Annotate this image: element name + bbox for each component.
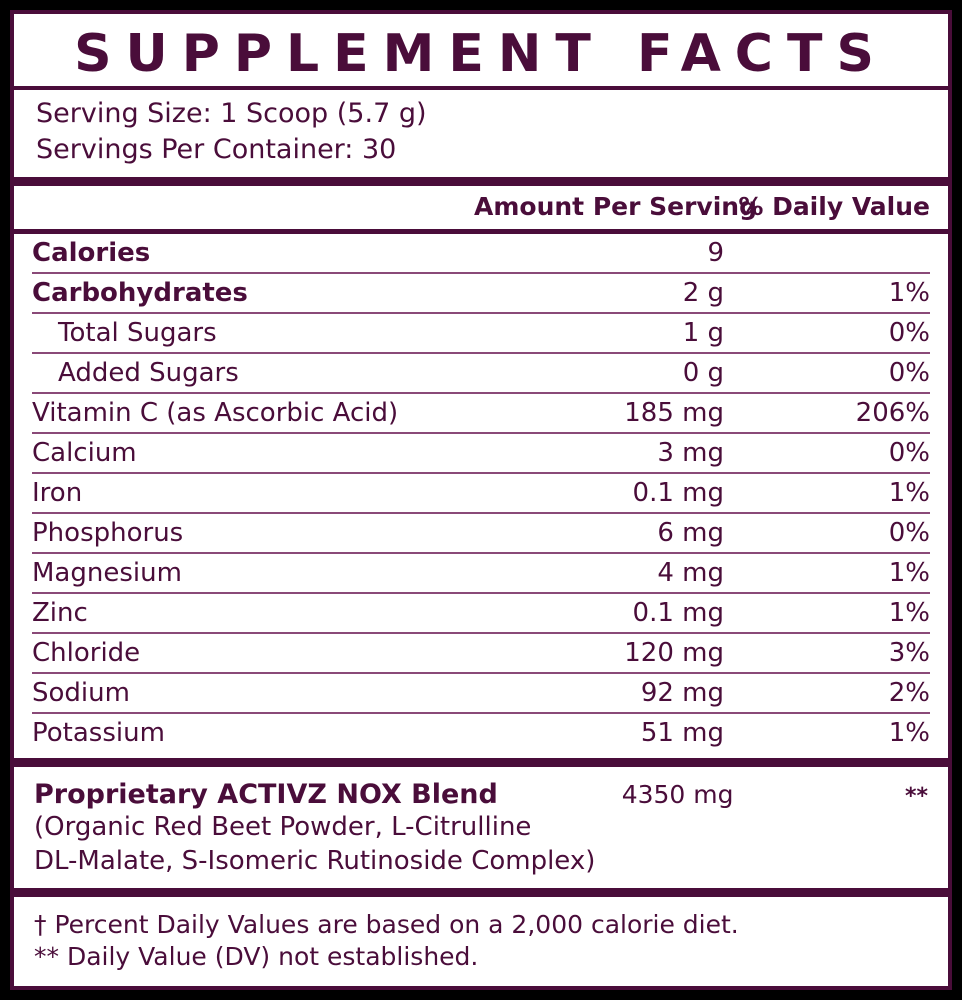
blend-daily-value: ** <box>904 784 928 810</box>
blend-header-row <box>34 779 928 810</box>
nutrient-name: Vitamin C (as Ascorbic Acid) <box>32 398 399 429</box>
table-header-row <box>32 186 930 229</box>
nutrient-name: Magnesium <box>32 558 182 589</box>
table-row <box>32 594 930 632</box>
nutrient-name: Phosphorus <box>32 518 184 549</box>
table-row <box>32 234 930 272</box>
blend-ingredients-line-1: (Organic Red Beet Powder, L-Citrulline <box>34 812 532 843</box>
nutrient-daily-value: 1% <box>888 558 930 589</box>
title-bar <box>14 14 948 86</box>
table-row <box>32 714 930 752</box>
nutrient-daily-value: 0% <box>888 438 930 469</box>
nutrient-amount: 0.1 mg <box>632 598 724 629</box>
nutrient-amount: 9 <box>707 238 724 269</box>
divider-after-table <box>14 758 948 767</box>
nutrient-amount: 1 g <box>682 318 724 349</box>
footnote-dv-not-established: ** Daily Value (DV) not established. <box>34 942 479 972</box>
nutrient-amount: 4 mg <box>657 558 724 589</box>
nutrient-rows <box>14 234 948 752</box>
table-row <box>32 354 930 392</box>
table-row <box>32 274 930 312</box>
nutrient-amount: 6 mg <box>657 518 724 549</box>
nutrient-amount: 92 mg <box>640 678 724 709</box>
table-row <box>32 514 930 552</box>
nutrient-name: Added Sugars <box>58 358 239 389</box>
nutrient-daily-value: 1% <box>888 598 930 629</box>
table-row <box>32 314 930 352</box>
nutrient-amount: 51 mg <box>640 718 724 749</box>
nutrient-name: Carbohydrates <box>32 278 248 309</box>
nutrient-name: Calories <box>32 238 151 269</box>
nutrient-daily-value: 1% <box>888 478 930 509</box>
supplement-facts-panel <box>10 10 952 990</box>
divider-after-blend <box>14 888 948 897</box>
nutrient-daily-value: 3% <box>888 638 930 669</box>
nutrient-daily-value: 2% <box>888 678 930 709</box>
table-row <box>32 554 930 592</box>
nutrient-name: Zinc <box>32 598 88 629</box>
blend-name: Proprietary ACTIVZ NOX Blend <box>34 779 498 811</box>
nutrient-name: Chloride <box>32 638 141 669</box>
proprietary-blend <box>14 767 948 887</box>
servings-per-container: Servings Per Container: 30 <box>36 133 397 165</box>
serving-info <box>14 90 948 177</box>
table-row <box>32 674 930 712</box>
nutrient-name: Calcium <box>32 438 137 469</box>
nutrient-name: Iron <box>32 478 83 509</box>
blend-amount: 4350 mg <box>621 780 734 810</box>
footnote-daily-value-basis: † Percent Daily Values are based on a 2,000 calorie diet. <box>34 909 739 939</box>
nutrient-daily-value: 0% <box>888 318 930 349</box>
nutrient-amount: 0 g <box>682 358 724 389</box>
table-row <box>32 394 930 432</box>
nutrient-daily-value: 0% <box>888 358 930 389</box>
column-header-daily-value: % Daily Value <box>738 192 930 222</box>
nutrient-daily-value: 1% <box>888 278 930 309</box>
nutrient-name: Sodium <box>32 678 130 709</box>
nutrient-amount: 3 mg <box>657 438 724 469</box>
nutrient-amount: 185 mg <box>624 398 724 429</box>
nutrient-amount: 2 g <box>682 278 724 309</box>
serving-size: Serving Size: 1 Scoop (5.7 g) <box>36 98 427 129</box>
nutrient-name: Potassium <box>32 718 165 749</box>
bottom-spacer <box>14 982 948 986</box>
nutrient-amount: 120 mg <box>624 638 724 669</box>
blend-ingredients-line-2: DL-Malate, S-Isomeric Rutinoside Complex) <box>34 845 596 876</box>
nutrient-name: Total Sugars <box>58 318 217 349</box>
footnotes <box>14 897 948 982</box>
column-header-amount: Amount Per Serving <box>474 192 757 222</box>
nutrient-table <box>14 186 948 229</box>
nutrient-daily-value: 206% <box>855 398 930 429</box>
divider-after-serving <box>14 177 948 186</box>
nutrient-daily-value: 0% <box>888 518 930 549</box>
table-row <box>32 434 930 472</box>
table-row <box>32 634 930 672</box>
page-title: SUPPLEMENT FACTS <box>74 24 888 84</box>
nutrient-daily-value: 1% <box>888 718 930 749</box>
table-row <box>32 474 930 512</box>
nutrient-amount: 0.1 mg <box>632 478 724 509</box>
